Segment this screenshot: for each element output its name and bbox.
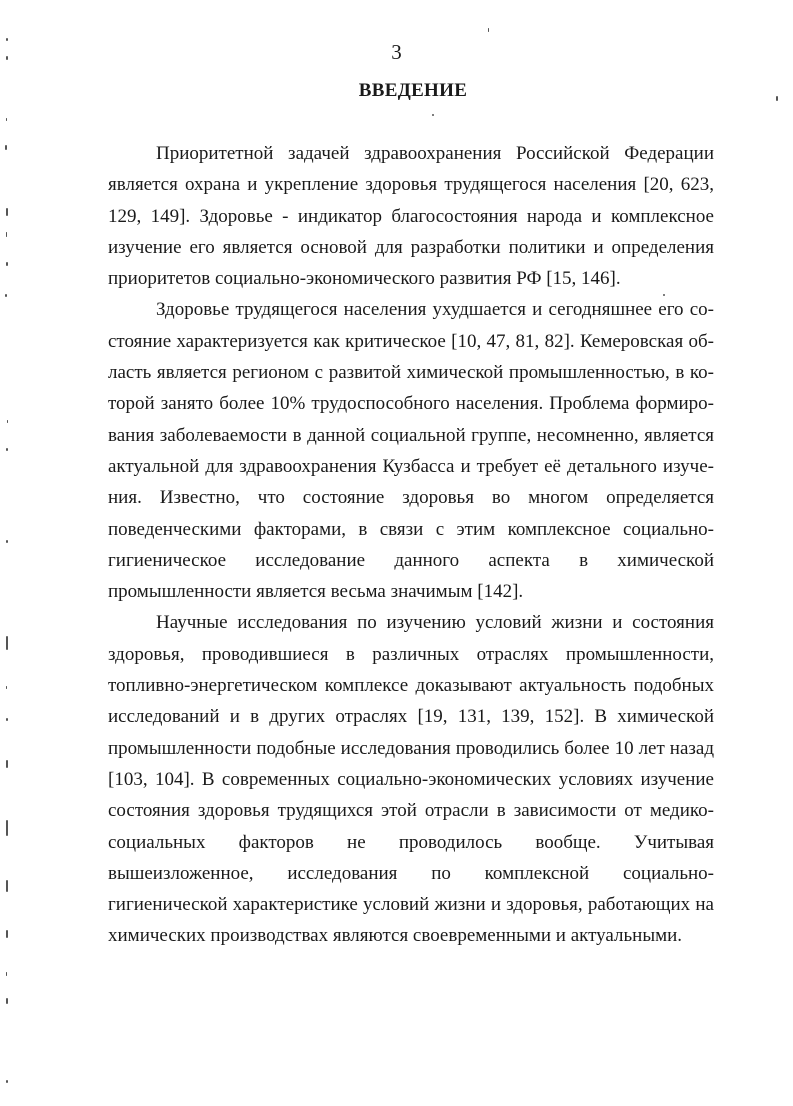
- page-number: 3: [391, 40, 402, 64]
- scan-speck: [6, 262, 8, 266]
- scan-speck: [6, 208, 8, 216]
- body-text: [108, 138, 714, 952]
- scan-speck: [6, 540, 8, 543]
- scan-speck: [488, 28, 489, 32]
- scan-speck: [6, 998, 8, 1004]
- paragraph: Здоровье трудящегося населения ухудшается и сегодняшнее его состояние характеризуется как критическое [10, 47, 81, 82]. Кемеровская область является регионом с развитой химической промышленностью, в которой занято более 10% трудоспособного населения. Проблема формирования заболеваемости в данной социальной группе, несомненно, является актуальной для здравоохранения Кузбасса и требует её детального изучения. Известно, что состояние здоровья во многом определяется поведенческими факторами, в связи с этим комплексное социально-гигиеническое исследование данного аспекта в химической промышленности является весьма значимым [142].: [108, 299, 714, 603]
- scan-speck: [6, 930, 8, 938]
- scan-speck: [5, 145, 7, 150]
- scan-speck: [432, 114, 434, 116]
- scan-speck: [6, 718, 8, 721]
- scan-speck: [6, 686, 7, 689]
- scan-speck: [5, 294, 7, 297]
- scan-speck: [6, 1080, 8, 1083]
- scan-speck: [6, 880, 8, 892]
- scan-speck: [6, 448, 8, 451]
- paragraph: Приоритетной задачей здравоохранения Российской Федерации является охрана и укрепление здоровья трудящегося населения [20, 623, 129, 149]. Здоровье - индикатор благосостояния народа и комплексное изучение его является основой для разработки политики и определения приоритетов социально-экономического развития РФ [15, 146].: [108, 143, 714, 290]
- scan-speck: [6, 820, 8, 836]
- scan-speck: [6, 232, 7, 237]
- scan-speck: [6, 760, 8, 768]
- paragraph: Научные исследования по изучению условий жизни и состояния здоровья, проводившиеся в различных отраслях промышленности, топливно-энергетическом комплексе доказывают актуальность подобных исследований и в других отраслях [19, 131, 139, 152]. В химической промышленности подобные исследования проводились более 10 лет назад [103, 104]. В современных социально-экономических условиях изучение состояния здоровья трудящихся этой отрасли в зависимости от медико-социальных факторов не проводилось вообще. Учитывая вышеизложенное, исследования по комплексной социально-гигиенической характеристике условий жизни и здоровья, работающих на химических производствах являются своевременными и актуальными.: [108, 612, 714, 947]
- section-title: ВВЕДЕНИЕ: [358, 80, 468, 101]
- scan-speck: [6, 636, 8, 650]
- scan-speck: [6, 972, 7, 976]
- scan-speck: [7, 420, 8, 423]
- scan-speck: [6, 118, 7, 121]
